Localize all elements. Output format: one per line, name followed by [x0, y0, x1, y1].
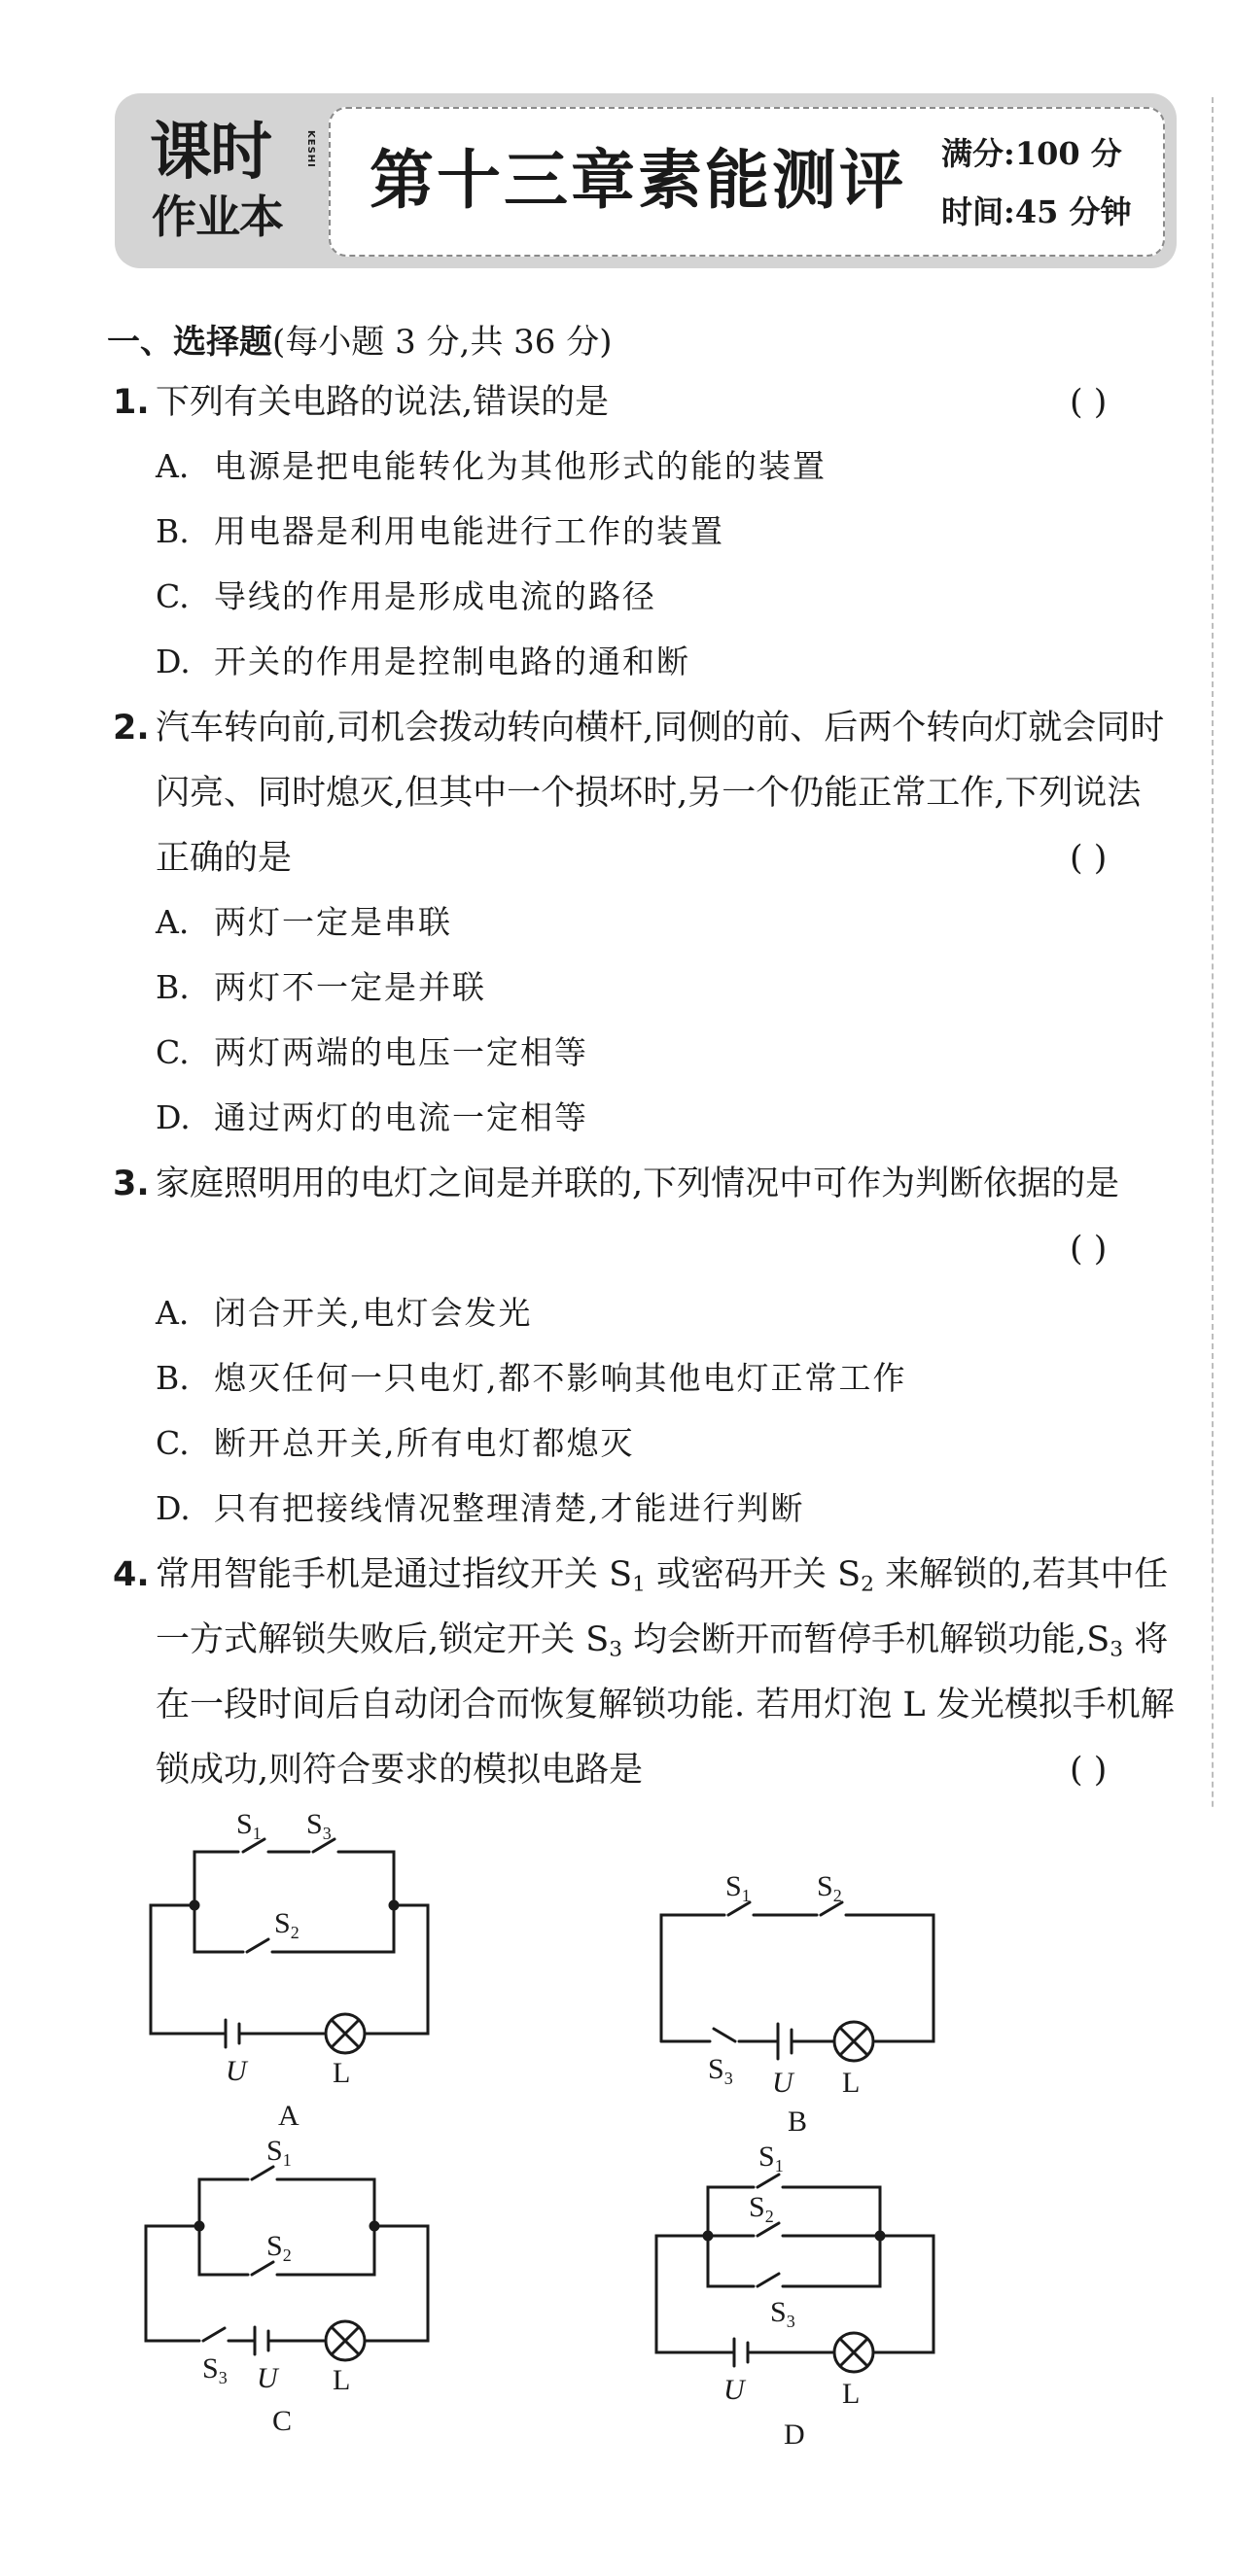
- section-title: 一、选择题: [107, 323, 272, 362]
- answer-blank[interactable]: ( ): [1070, 383, 1108, 422]
- option-c[interactable]: C. 断开总开关,所有电灯都熄灭: [156, 1424, 635, 1462]
- label-l: L: [333, 2057, 351, 2089]
- circuit-b-wires: [661, 1902, 934, 2061]
- label-s3: $S_3$: [306, 1808, 332, 1843]
- label-s2: $S_2$: [274, 1907, 299, 1942]
- label-l: L: [842, 2067, 861, 2099]
- time-limit: 时间:45 分钟: [941, 193, 1132, 230]
- label-s1: $S_1$: [725, 1870, 751, 1905]
- label-u: U: [226, 2055, 247, 2087]
- full-score: 满分:100 分: [941, 135, 1122, 172]
- answer-blank[interactable]: ( ): [1070, 1230, 1108, 1269]
- label-u: U: [772, 2067, 793, 2099]
- option-d[interactable]: D. 开关的作用是控制电路的通和断: [156, 643, 690, 680]
- caption-c: C: [272, 2405, 293, 2437]
- question-number: 2.: [113, 709, 150, 748]
- question-text: 家庭照明用的电灯之间是并联的,下列情况中可作为判断依据的是: [156, 1165, 1120, 1203]
- label-s1: $S_1$: [236, 1808, 262, 1843]
- page-title: 第十三章素能测评: [370, 142, 906, 218]
- question-3: [113, 1161, 1173, 1207]
- question-4: 4. 常用智能手机是通过指纹开关 $S_1$ 或密码开关 $S_2$ 来解锁的,若其中任: [113, 1551, 1173, 1608]
- question-text: 汽车转向前,司机会拨动转向横杆,同侧的前、后两个转向灯就会同时: [156, 709, 1165, 748]
- label-s3: $S_3$: [708, 2053, 733, 2088]
- logo-bottom-text: 作业本: [152, 191, 283, 243]
- caption-a: A: [278, 2100, 299, 2132]
- caption-b: B: [788, 2106, 808, 2138]
- label-u: U: [723, 2374, 745, 2406]
- label-s1: $S_1$: [758, 2141, 784, 2176]
- question-text-line: 在一段时间后自动闭合而恢复解锁功能. 若用灯泡 L 发光模拟手机解: [156, 1686, 1175, 1724]
- logo: [136, 103, 321, 259]
- logo-top-text: 课时: [150, 117, 270, 189]
- option-a[interactable]: A. 电源是把电能转化为其他形式的能的装置: [156, 447, 827, 485]
- option-a[interactable]: A. 闭合开关,电灯会发光: [156, 1294, 533, 1332]
- label-s1: $S_1$: [266, 2135, 292, 2170]
- circuit-figure: [0, 1808, 1233, 2566]
- question-text-line: 正确的是: [156, 839, 293, 878]
- question-number: 4.: [113, 1555, 150, 1594]
- question-text-line: 锁成功,则符合要求的模拟电路是: [156, 1751, 644, 1790]
- question-1: [113, 379, 1173, 426]
- label-l: L: [842, 2378, 861, 2410]
- section-note: (每小题 3 分,共 36 分): [272, 323, 613, 362]
- option-d[interactable]: D. 只有把接线情况整理清楚,才能进行判断: [156, 1489, 805, 1527]
- option-b[interactable]: B. 用电器是利用电能进行工作的装置: [156, 512, 724, 550]
- option-d[interactable]: D. 通过两灯的电流一定相等: [156, 1098, 588, 1136]
- answer-blank[interactable]: ( ): [1070, 839, 1108, 878]
- option-c[interactable]: C. 导线的作用是形成电流的路径: [156, 577, 656, 615]
- question-number: 3.: [113, 1165, 150, 1203]
- answer-blank[interactable]: ( ): [1070, 1751, 1108, 1790]
- question-text-line: 闪亮、同时熄灭,但其中一个损坏时,另一个仍能正常工作,下列说法: [156, 774, 1142, 813]
- label-s3: $S_3$: [202, 2352, 228, 2387]
- question-number: 1.: [113, 383, 150, 422]
- option-b[interactable]: B. 两灯不一定是并联: [156, 968, 486, 1006]
- label-l: L: [333, 2364, 351, 2396]
- label-s3: $S_3$: [770, 2296, 795, 2331]
- question-2: [113, 705, 1173, 751]
- label-u: U: [257, 2362, 278, 2394]
- section-heading: [107, 321, 612, 364]
- label-s2: $S_2$: [266, 2230, 292, 2265]
- label-s2: $S_2$: [749, 2191, 774, 2226]
- circuit-d-wires: [656, 2175, 934, 2372]
- question-text-line: 一方式解锁失败后,锁定开关 $S_3$ 均会断开而暂停手机解锁功能$,S_3$ 将: [156, 1620, 1169, 1662]
- question-text: 下列有关电路的说法,错误的是: [156, 383, 610, 422]
- option-a[interactable]: A. 两灯一定是串联: [156, 903, 452, 941]
- logo-pinyin: KESHI: [305, 130, 316, 168]
- circuit-a-wires: [151, 1839, 428, 2053]
- option-c[interactable]: C. 两灯两端的电压一定相等: [156, 1033, 588, 1071]
- caption-d: D: [784, 2419, 805, 2451]
- label-s2: $S_2$: [817, 1870, 842, 1905]
- option-b[interactable]: B. 熄灭任何一只电灯,都不影响其他电灯正常工作: [156, 1359, 907, 1397]
